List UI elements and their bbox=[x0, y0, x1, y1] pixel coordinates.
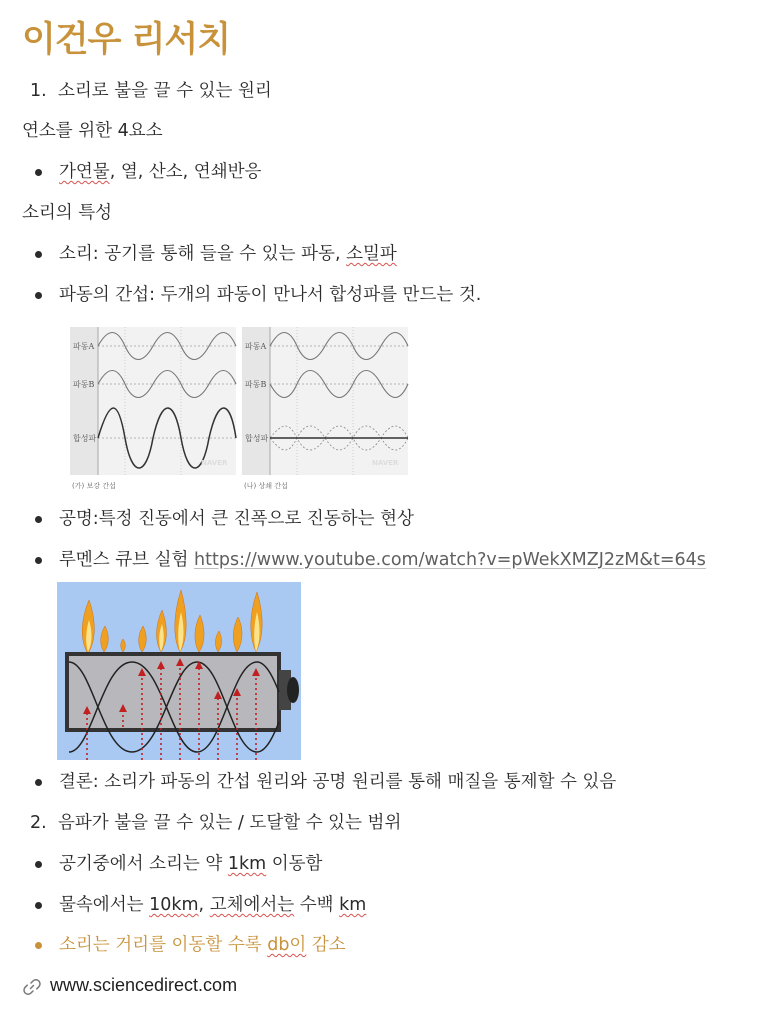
spell-flag: db이 bbox=[267, 935, 307, 955]
wave-label: 합성파 bbox=[73, 434, 97, 443]
wave-label: 파동A bbox=[73, 342, 95, 351]
item-text: 소리로 불을 끌 수 있는 원리 bbox=[58, 81, 272, 101]
watermark: NAVER bbox=[201, 459, 228, 467]
wave-label: 파동B bbox=[73, 380, 95, 389]
spell-flag: km bbox=[339, 895, 367, 915]
bullet-dot bbox=[35, 516, 42, 523]
wave-label: 파동B bbox=[245, 380, 267, 389]
rubens-tube-image bbox=[57, 582, 301, 760]
combustion-heading: 연소를 위한 4요소 bbox=[22, 121, 163, 141]
bullet-dot bbox=[35, 251, 42, 258]
spell-flag: 소밀파 bbox=[346, 244, 397, 264]
item-text: 음파가 불을 끌 수 있는 / 도달할 수 있는 범위 bbox=[58, 813, 402, 833]
item-number: 1. bbox=[30, 81, 47, 101]
sound-heading: 소리의 특성 bbox=[22, 203, 113, 223]
spell-flag: 1km bbox=[227, 854, 267, 874]
watermark: NAVER bbox=[372, 459, 399, 467]
figure-caption: (나) 상쇄 간섭 bbox=[244, 482, 288, 490]
bullet-dot bbox=[35, 557, 42, 564]
item-number: 2. bbox=[30, 813, 47, 833]
wave-interference-image bbox=[70, 323, 410, 495]
bullet-dot bbox=[35, 292, 42, 299]
wave-label: 합성파 bbox=[245, 434, 269, 443]
bullet-dot bbox=[35, 779, 42, 786]
spell-flag: 10km bbox=[149, 895, 199, 915]
bullet-dot bbox=[35, 942, 42, 949]
wave-label: 파동A bbox=[245, 342, 267, 351]
bullet-dot bbox=[35, 861, 42, 868]
page-title: 이건우 리서치 bbox=[22, 20, 231, 60]
spell-flag: 가연물 bbox=[59, 162, 110, 182]
spell-flag: 고체에서는 bbox=[209, 895, 295, 915]
youtube-link[interactable]: https://www.youtube.com/watch?v=pWekXMZJ2zM&t=64s bbox=[194, 550, 706, 570]
bullet-dot bbox=[35, 902, 42, 909]
figure-caption: (가) 보강 간섭 bbox=[72, 482, 116, 490]
sciencedirect-link[interactable]: www.sciencedirect.com bbox=[50, 975, 238, 995]
bullet-dot bbox=[35, 169, 42, 176]
link-icon bbox=[22, 977, 42, 997]
